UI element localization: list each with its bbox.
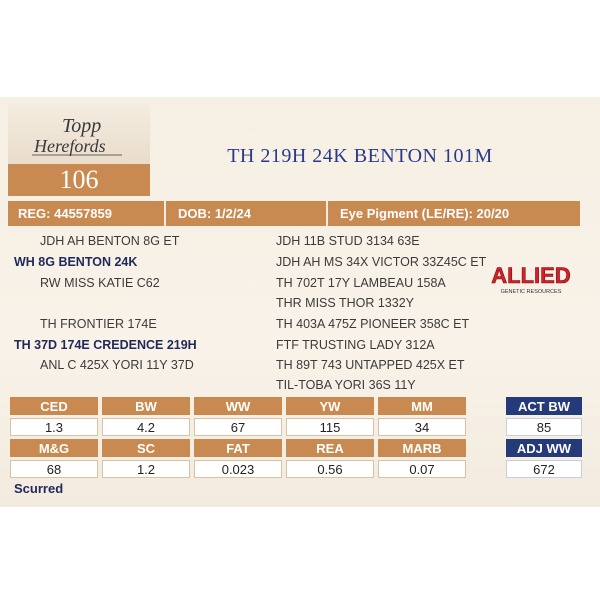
epd-header-bw: BW	[102, 397, 190, 415]
lot-number: 106	[59, 165, 99, 194]
pedigree-left-5: ANL C 425X YORI 11Y 37D	[40, 358, 194, 372]
pedigree-right-7: TIL-TOBA YORI 36S 11Y	[276, 378, 416, 392]
pedigree-left-3: TH FRONTIER 174E	[40, 317, 157, 331]
epd-header-yw: YW	[286, 397, 374, 415]
epd-value-marb: 0.07	[378, 460, 466, 478]
pedigree-right-4: TH 403A 475Z PIONEER 358C ET	[276, 317, 470, 331]
logo-text-herefords: Herefords	[34, 136, 106, 156]
actuals-table	[506, 394, 582, 481]
pedigree-right-3: THR MISS THOR 1332Y	[276, 296, 415, 310]
act-bw-label: ACT BW	[506, 397, 582, 415]
pedigree-right-2: TH 702T 17Y LAMBEAU 158A	[276, 276, 446, 290]
eye-pigment: Eye Pigment (LE/RE): 20/20	[340, 206, 510, 221]
topp-herefords-logo	[22, 110, 132, 160]
epd-header-marb: MARB	[378, 439, 466, 457]
epd-header-mm: MM	[378, 397, 466, 415]
epd-value-sc: 1.2	[102, 460, 190, 478]
reg-number: REG: 44557859	[8, 201, 166, 226]
epd-value-fat: 0.023	[194, 460, 282, 478]
pedigree-dam: TH 37D 174E CREDENCE 219H	[14, 338, 197, 352]
epd-value-mg: 68	[10, 460, 98, 478]
pedigree-right-1: JDH AH MS 34X VICTOR 33Z45C ET	[276, 255, 487, 269]
allied-logo-name: ALLIED	[491, 263, 571, 288]
act-bw-value: 85	[506, 418, 582, 436]
pedigree-left-0: JDH AH BENTON 8G ET	[40, 234, 180, 248]
pedigree-right-0: JDH 11B STUD 3134 63E	[276, 234, 420, 248]
dob: DOB: 1/2/24	[168, 201, 328, 226]
pedigree-right-6: TH 89T 743 UNTAPPED 425X ET	[276, 358, 465, 372]
epd-value-yw: 115	[286, 418, 374, 436]
allied-logo	[488, 263, 574, 297]
logo-text-topp: Topp	[62, 115, 102, 137]
epd-header-mg: M&G	[10, 439, 98, 457]
epd-value-rea: 0.56	[286, 460, 374, 478]
epd-value-ww: 67	[194, 418, 282, 436]
allied-logo-tagline: GENETIC RESOURCES	[500, 289, 562, 295]
epd-header-ww: WW	[194, 397, 282, 415]
epd-header-fat: FAT	[194, 439, 282, 457]
adj-ww-label: ADJ WW	[506, 439, 582, 457]
pedigree-sire: WH 8G BENTON 24K	[14, 255, 138, 269]
animal-name: TH 219H 24K BENTON 101M	[227, 145, 493, 167]
registration-bar	[8, 201, 580, 226]
pedigree-left-2: RW MISS KATIE C62	[40, 276, 160, 290]
epd-header-ced: CED	[10, 397, 98, 415]
adj-ww-value: 672	[506, 460, 582, 478]
status-text: Scurred	[14, 481, 64, 496]
epd-table	[6, 394, 470, 481]
epd-header-sc: SC	[102, 439, 190, 457]
pedigree-right-5: FTF TRUSTING LADY 312A	[276, 338, 435, 352]
epd-value-mm: 34	[378, 418, 466, 436]
epd-value-bw: 4.2	[102, 418, 190, 436]
epd-header-rea: REA	[286, 439, 374, 457]
epd-value-ced: 1.3	[10, 418, 98, 436]
